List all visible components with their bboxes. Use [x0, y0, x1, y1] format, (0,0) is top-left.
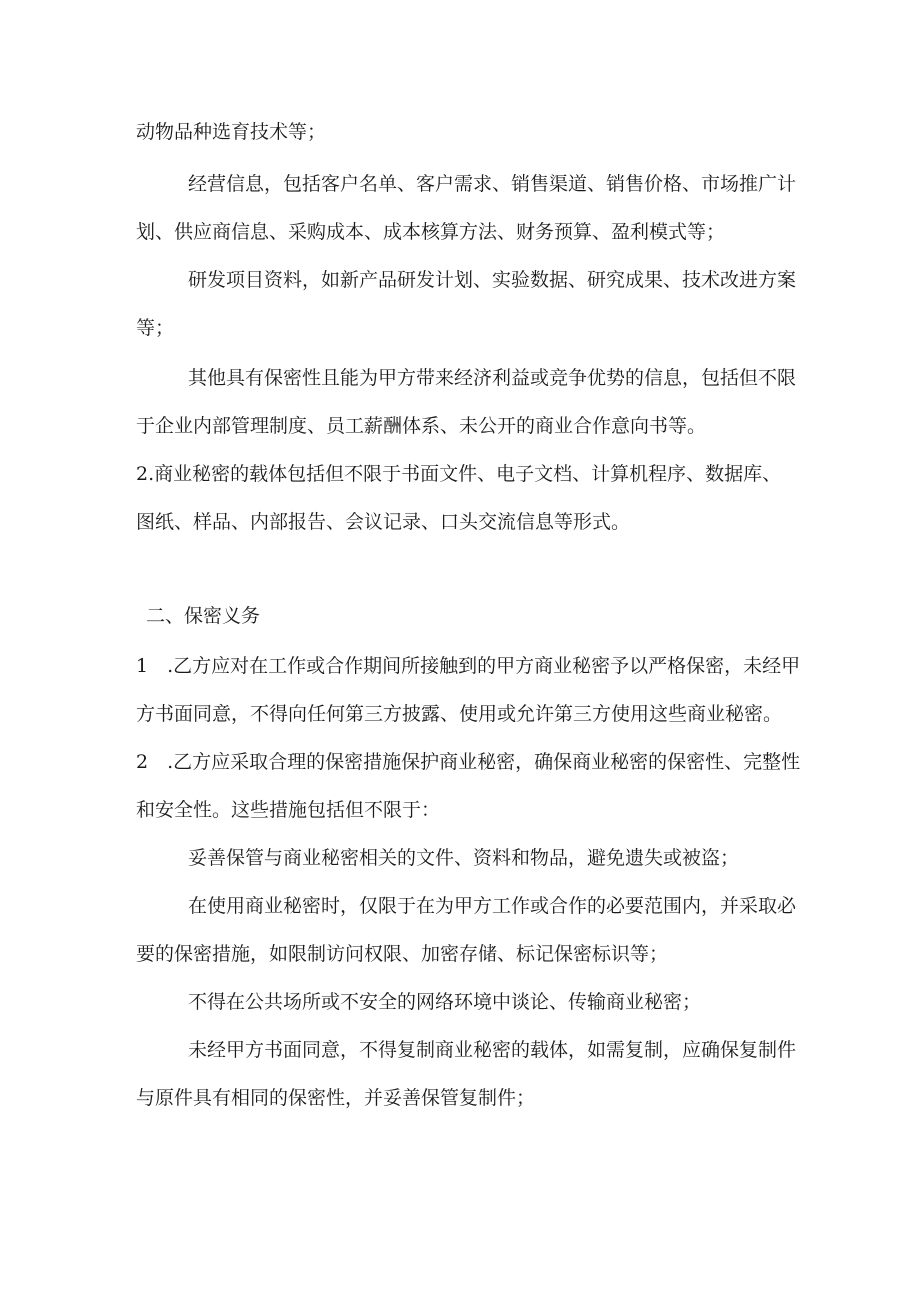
measure-usage-line2: 要的保密措施，如限制访问权限、加密存储、标记保密标识等； [136, 943, 669, 965]
measure-usage-line1: 在使用商业秘密时，仅限于在为甲方工作或合作的必要范围内，并采取必 [188, 895, 797, 917]
paragraph-rd-info-line2: 等； [136, 317, 175, 339]
measure-copy-line1: 未经甲方书面同意，不得复制商业秘密的载体，如需复制，应确保复制件 [188, 1039, 797, 1061]
item-carrier-line1: 2.商业秘密的载体包括但不限于书面文件、电子文档、计算机程序、数据库、 [136, 463, 782, 485]
item1-line2: 方书面同意，不得向任何第三方披露、使用或允许第三方使用这些商业秘密。 [136, 703, 783, 725]
paragraph-business-info-line2: 划、供应商信息、采购成本、成本核算方法、财务预算、盈利模式等； [136, 221, 726, 243]
item2-line1: 2 .乙方应采取合理的保密措施保护商业秘密，确保商业秘密的保密性、完整性 [136, 751, 801, 773]
paragraph-plant-breeding-tail: 动物品种选育技术等； [136, 121, 327, 143]
paragraph-business-info-line1: 经营信息，包括客户名单、客户需求、销售渠道、销售价格、市场推广计 [188, 173, 797, 195]
measure-public: 不得在公共场所或不安全的网络环境中谈论、传输商业秘密； [188, 991, 702, 1013]
paragraph-rd-info-line1: 研发项目资料，如新产品研发计划、实验数据、研究成果、技术改进方案 [188, 269, 797, 291]
section-heading-confidentiality-obligations: 二、保密义务 [146, 605, 261, 627]
item-carrier-line2: 图纸、样品、内部报告、会议记录、口头交流信息等形式。 [136, 511, 631, 533]
item2-line2: 和安全性。这些措施包括但不限于： [136, 799, 441, 821]
measure-storage: 妥善保管与商业秘密相关的文件、资料和物品，避免遗失或被盗； [188, 847, 740, 869]
paragraph-other-info-line1: 其他具有保密性且能为甲方带来经济利益或竞争优势的信息，包括但不限 [188, 367, 797, 389]
paragraph-other-info-line2: 于企业内部管理制度、员工薪酬体系、未公开的商业合作意向书等。 [136, 415, 707, 437]
measure-copy-line2: 与原件具有相同的保密性，并妥善保管复制件； [136, 1087, 536, 1109]
item1-line1: 1 .乙方应对在工作或合作期间所接触到的甲方商业秘密予以严格保密，未经甲 [136, 655, 801, 677]
